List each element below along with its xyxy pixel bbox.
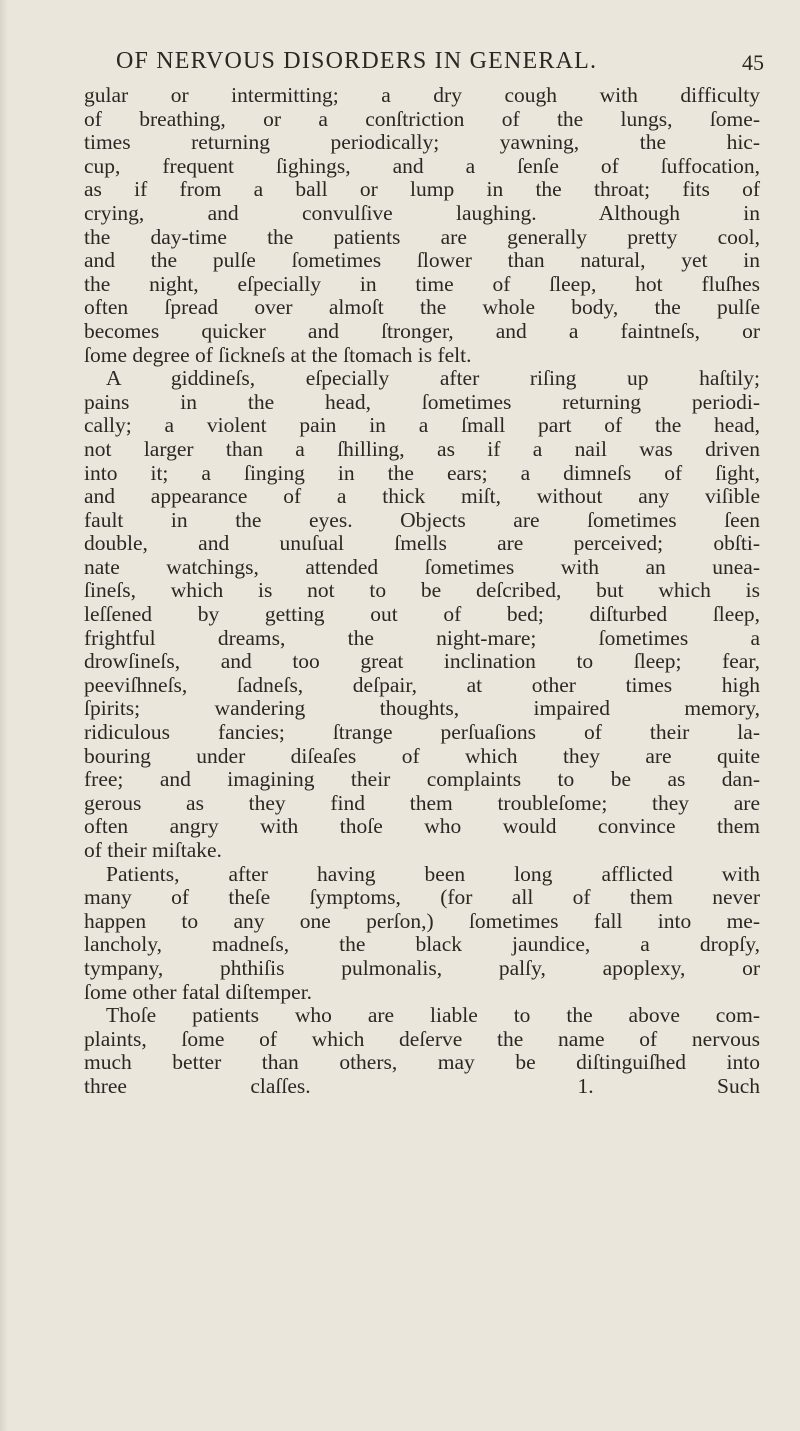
- text-line: cup, frequent ſighings, and a ſenſe of ſuffocation,: [84, 153, 760, 178]
- text-line: as if from a ball or lump in the throat; fits of: [84, 177, 760, 202]
- running-head: OF NERVOUS DISORDERS IN GENERAL.: [116, 48, 598, 74]
- text-line-with-catchword: [84, 1075, 760, 1099]
- text-line: and appearance of a thick miſt, without any viſible: [84, 484, 760, 509]
- text-line: Thoſe patients who are liable to the above com-: [106, 1003, 760, 1028]
- catchword: 1. Such: [577, 1073, 761, 1098]
- text-line: times returning periodically; yawning, the hic-: [84, 130, 760, 155]
- text-line: lancholy, madneſs, the black jaundice, a dropſy,: [84, 932, 760, 957]
- page-gutter-shadow: [0, 0, 8, 1431]
- text-line: three claſſes.: [84, 1073, 311, 1098]
- text-line: fault in the eyes. Objects are ſometimes ſeen: [84, 507, 760, 532]
- text-line: not larger than a ſhilling, as if a nail was driven: [84, 436, 760, 461]
- text-line: peeviſhneſs, ſadneſs, deſpair, at other times high: [84, 672, 760, 697]
- text-line: ſpirits; wandering thoughts, impaired memory,: [84, 696, 760, 721]
- text-line: the day-time the patients are generally pretty cool,: [84, 224, 760, 249]
- text-line: often ſpread over almoſt the whole body, the pulſe: [84, 295, 760, 320]
- text-line: many of theſe ſymptoms, (for all of them never: [84, 885, 760, 910]
- page-header: [84, 44, 764, 88]
- text-line: crying, and convulſive laughing. Although in: [84, 200, 760, 225]
- page-number: 45: [742, 50, 764, 75]
- text-line: gerous as they find them troubleſome; they are: [84, 790, 760, 815]
- text-line: of their miſtake.: [84, 838, 222, 862]
- text-line: plaints, ſome of which deſerve the name of nervous: [84, 1026, 760, 1051]
- text-line: frightful dreams, the night-mare; ſometimes a: [84, 625, 760, 650]
- body-text: [84, 84, 760, 1099]
- text-line: often angry with thoſe who would convince them: [84, 814, 760, 839]
- text-line: leſſened by getting out of bed; diſturbed ſleep,: [84, 602, 760, 627]
- text-line: happen to any one perſon,) ſometimes fall into me-: [84, 908, 760, 933]
- text-line: drowſineſs, and too great inclination to ſleep; fear,: [84, 649, 760, 674]
- text-line: A giddineſs, eſpecially after riſing up haſtily;: [106, 366, 760, 391]
- text-line: ridiculous fancies; ſtrange perſuaſions of their la-: [84, 720, 760, 745]
- text-line: gular or intermitting; a dry cough with difficulty: [84, 83, 760, 107]
- text-line: of breathing, or a conſtriction of the lungs, ſome-: [84, 106, 760, 131]
- text-line: pains in the head, ſometimes returning periodi-: [84, 389, 760, 414]
- text-line: and the pulſe ſometimes ſlower than natural, yet in: [84, 248, 760, 273]
- text-line: the night, eſpecially in time of ſleep, hot fluſhes: [84, 271, 760, 296]
- text-line: tympany, phthiſis pulmonalis, palſy, apoplexy, or: [84, 955, 760, 980]
- text-line: free; and imagining their complaints to be as dan-: [84, 767, 760, 792]
- text-line: into it; a ſinging in the ears; a dimneſs of ſight,: [84, 460, 760, 485]
- text-line: cally; a violent pain in a ſmall part of the head,: [84, 413, 760, 438]
- text-line: ſineſs, which is not to be deſcribed, but which is: [84, 578, 760, 603]
- text-line: much better than others, may be diſtinguiſhed into: [84, 1050, 760, 1075]
- text-line: nate watchings, attended ſometimes with an unea-: [84, 554, 760, 579]
- text-line: bouring under diſeaſes of which they are quite: [84, 743, 760, 768]
- text-line: Patients, after having been long afflicted with: [106, 861, 760, 886]
- text-line: double, and unuſual ſmells are perceived; obſti-: [84, 531, 760, 556]
- text-line: ſome degree of ſickneſs at the ſtomach is felt.: [84, 342, 472, 367]
- text-line: becomes quicker and ſtronger, and a faintneſs, or: [84, 318, 760, 343]
- text-line: ſome other fatal diſtemper.: [84, 979, 313, 1004]
